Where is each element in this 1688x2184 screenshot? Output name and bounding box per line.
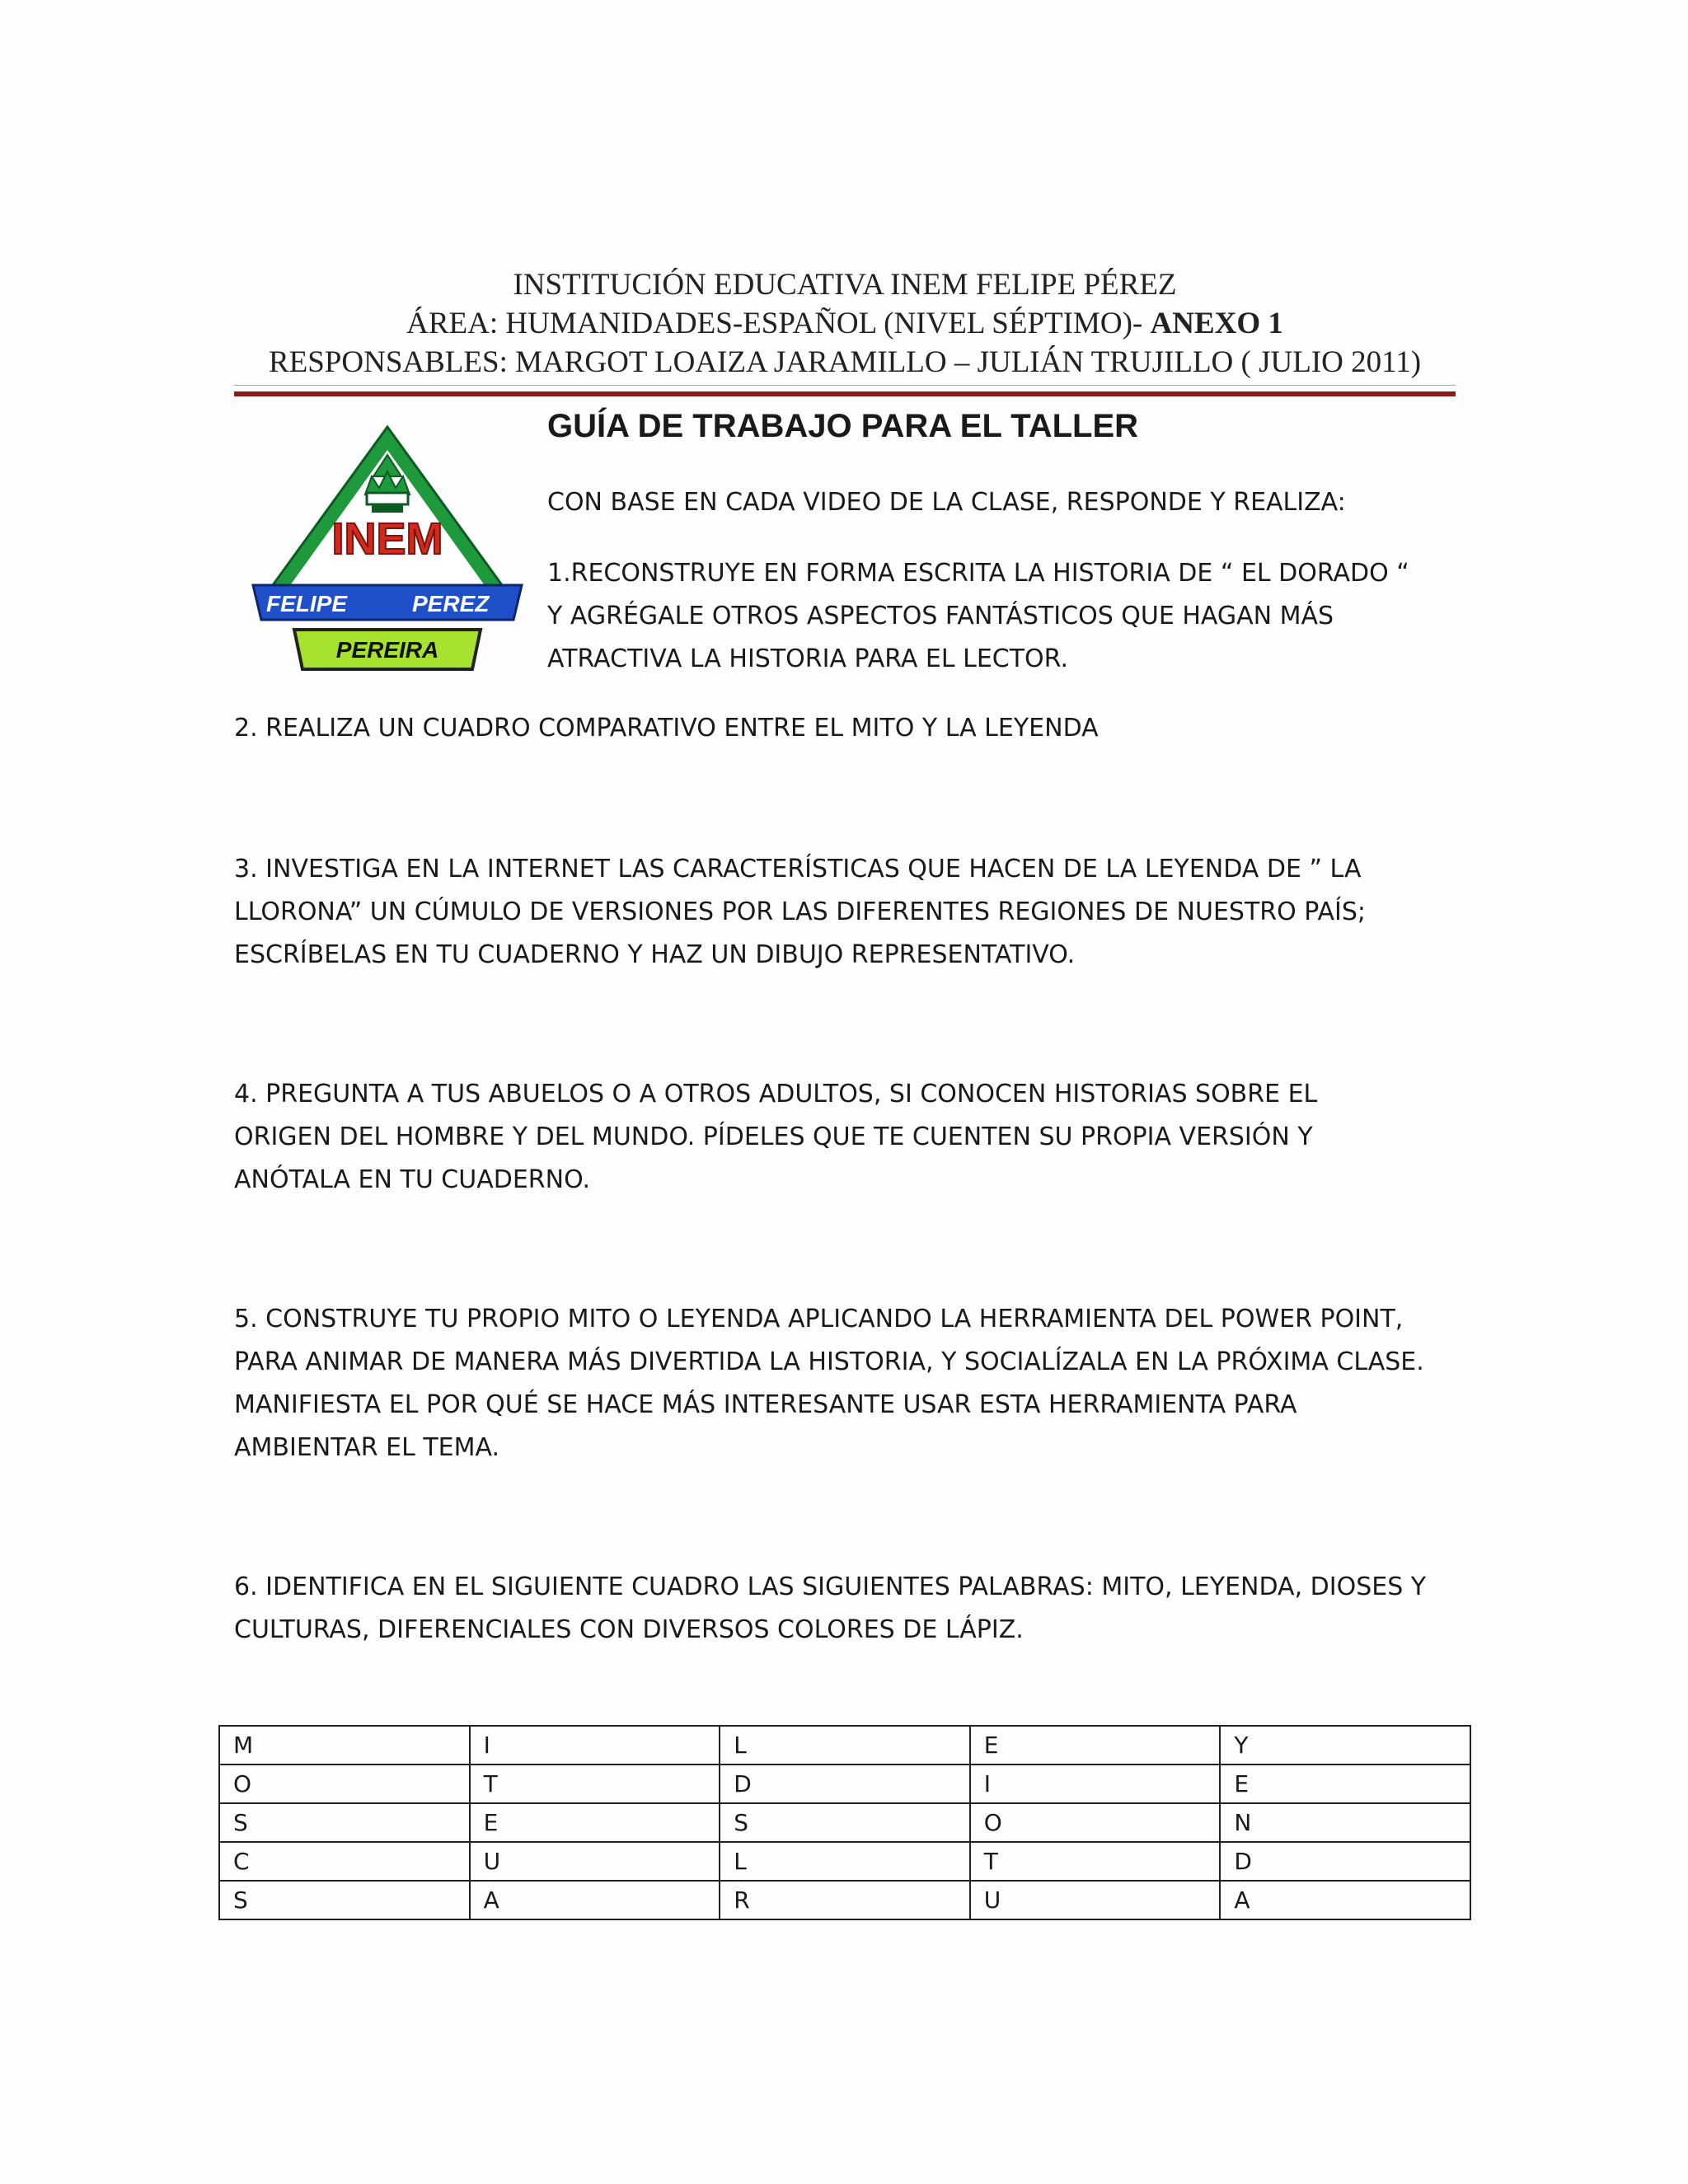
item-6 <box>234 1566 1426 1652</box>
item-5-line: AMBIENTAR EL TEMA. <box>234 1433 500 1462</box>
table-row <box>219 1842 1470 1881</box>
grid-cell: S <box>219 1881 470 1919</box>
item-1-line: 1.RECONSTRUYE EN FORMA ESCRITA LA HISTORIA DE “ EL DORADO “ <box>547 559 1409 588</box>
item-5-line: MANIFIESTA EL POR QUÉ SE HACE MÁS INTERESANTE USAR ESTA HERRAMIENTA PARA <box>234 1390 1297 1419</box>
grid-cell: L <box>720 1726 970 1765</box>
grid-cell: T <box>970 1842 1221 1881</box>
header-divider <box>234 391 1456 396</box>
item-6-line: 6. IDENTIFICA EN EL SIGUIENTE CUADRO LAS SIGUIENTES PALABRAS: MITO, LEYENDA, DIOSES Y <box>234 1572 1427 1601</box>
item-2: 2. REALIZA UN CUADRO COMPARATIVO ENTRE EL MITO Y LA LEYENDA <box>234 714 1099 743</box>
word-search-grid <box>218 1725 1471 1920</box>
institution-name: INSTITUCIÓN EDUCATIVA INEM FELIPE PÉREZ <box>513 268 1177 302</box>
document-header <box>234 265 1456 382</box>
table-row <box>219 1765 1470 1803</box>
grid-cell: S <box>219 1803 470 1842</box>
header-divider-thin <box>234 385 1456 386</box>
item-1-line: ATRACTIVA LA HISTORIA PARA EL LECTOR. <box>547 644 1068 673</box>
area-text: ÁREA: HUMANIDADES-ESPAÑOL (NIVEL SÉPTIMO)- <box>406 307 1151 340</box>
logo-pereira-text: PEREIRA <box>335 637 439 663</box>
logo-inem-text: INEM <box>331 514 443 564</box>
inem-logo <box>251 422 523 694</box>
logo-perez-text: PEREZ <box>412 591 490 616</box>
item-4-line: ANÓTALA EN TU CUADERNO. <box>234 1165 591 1194</box>
item-1-line: Y AGRÉGALE OTROS ASPECTOS FANTÁSTICOS QUE HAGAN MÁS <box>547 602 1334 630</box>
grid-cell: E <box>470 1803 720 1842</box>
item-3-line: 3. INVESTIGA EN LA INTERNET LAS CARACTERÍSTICAS QUE HACEN DE LA LEYENDA DE ” LA <box>234 855 1362 883</box>
grid-cell: I <box>970 1765 1221 1803</box>
item-4 <box>234 1073 1317 1202</box>
grid-cell: T <box>470 1765 720 1803</box>
grid-cell: M <box>219 1726 470 1765</box>
table-row <box>219 1881 1470 1919</box>
grid-cell: C <box>219 1842 470 1881</box>
table-row <box>219 1803 1470 1842</box>
grid-cell: E <box>970 1726 1221 1765</box>
item-3-line: LLORONA” UN CÚMULO DE VERSIONES POR LAS DIFERENTES REGIONES DE NUESTRO PAÍS; <box>234 898 1366 926</box>
grid-cell: L <box>720 1842 970 1881</box>
grid-cell: U <box>470 1842 720 1881</box>
guide-title: GUÍA DE TRABAJO PARA EL TALLER <box>547 408 1139 444</box>
item-1 <box>547 552 1409 681</box>
logo-felipe-text: FELIPE <box>266 591 348 616</box>
grid-cell: S <box>720 1803 970 1842</box>
item-6-line: CULTURAS, DIFERENCIALES CON DIVERSOS COLORES DE LÁPIZ. <box>234 1615 1024 1644</box>
item-5-line: 5. CONSTRUYE TU PROPIO MITO O LEYENDA APLICANDO LA HERRAMIENTA DEL POWER POINT, <box>234 1305 1404 1333</box>
grid-cell: O <box>970 1803 1221 1842</box>
item-3-line: ESCRÍBELAS EN TU CUADERNO Y HAZ UN DIBUJO REPRESENTATIVO. <box>234 940 1076 969</box>
grid-cell: A <box>470 1881 720 1919</box>
guide-intro: CON BASE EN CADA VIDEO DE LA CLASE, RESPONDE Y REALIZA: <box>547 488 1346 517</box>
grid-cell: A <box>1220 1881 1470 1919</box>
grid-cell: D <box>720 1765 970 1803</box>
grid-cell: O <box>219 1765 470 1803</box>
annex-label: ANEXO 1 <box>1150 307 1283 340</box>
grid-cell: U <box>970 1881 1221 1919</box>
grid-cell: Y <box>1220 1726 1470 1765</box>
grid-cell: E <box>1220 1765 1470 1803</box>
grid-cell: N <box>1220 1803 1470 1842</box>
area-line <box>234 304 1456 343</box>
grid-cell: R <box>720 1881 970 1919</box>
item-5-line: PARA ANIMAR DE MANERA MÁS DIVERTIDA LA HISTORIA, Y SOCIALÍZALA EN LA PRÓXIMA CLASE. <box>234 1347 1424 1376</box>
item-4-line: 4. PREGUNTA A TUS ABUELOS O A OTROS ADULTOS, SI CONOCEN HISTORIAS SOBRE EL <box>234 1080 1318 1108</box>
table-row <box>219 1726 1470 1765</box>
item-3 <box>234 848 1366 977</box>
item-5 <box>234 1298 1424 1469</box>
responsibles-line: RESPONSABLES: MARGOT LOAIZA JARAMILLO – JULIÁN TRUJILLO ( JULIO 2011) <box>268 345 1422 379</box>
item-4-line: ORIGEN DEL HOMBRE Y DEL MUNDO. PÍDELES QUE TE CUENTEN SU PROPIA VERSIÓN Y <box>234 1122 1313 1151</box>
grid-cell: I <box>470 1726 720 1765</box>
grid-cell: D <box>1220 1842 1470 1881</box>
